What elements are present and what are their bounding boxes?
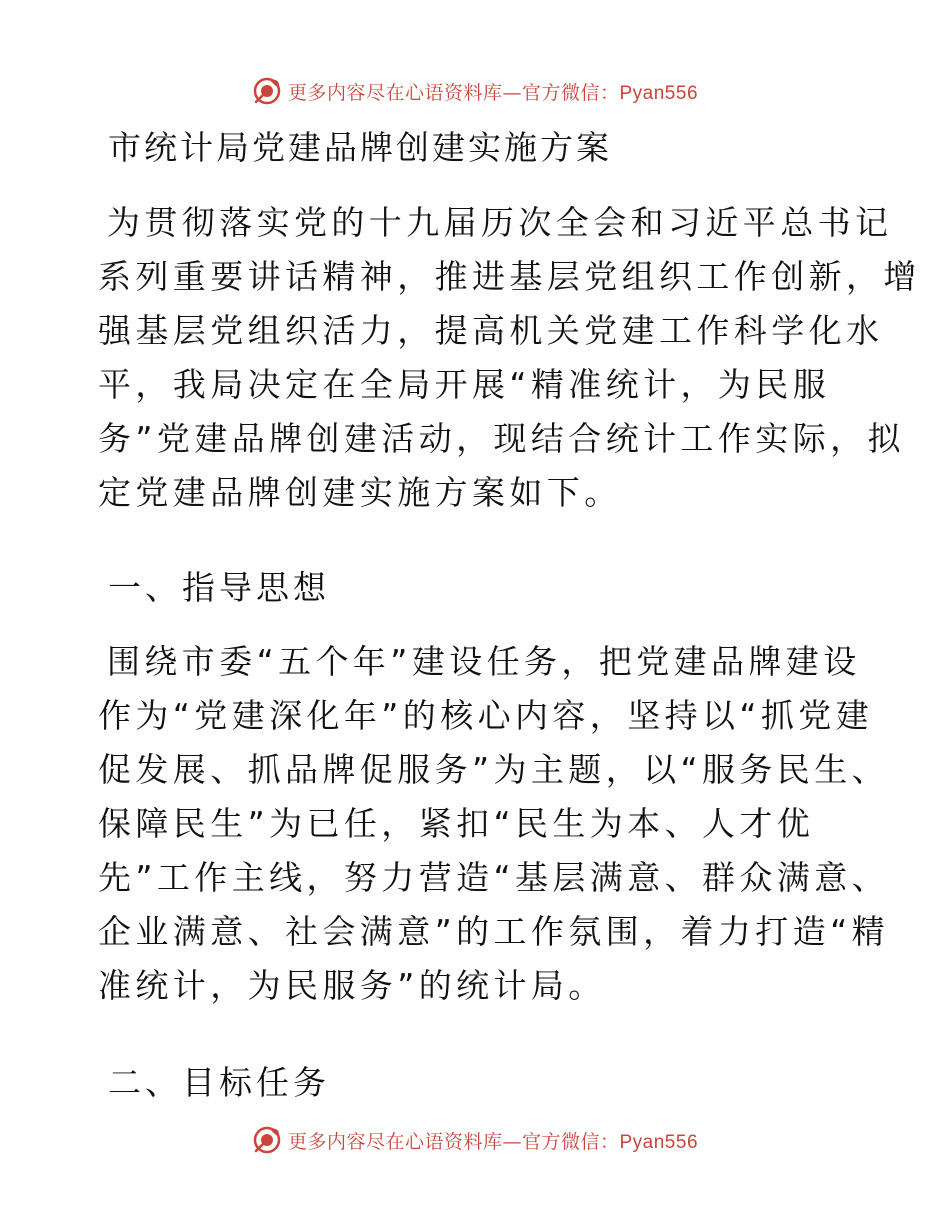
quill-seal-logo-icon: [252, 76, 282, 106]
header-watermark-banner: [0, 71, 950, 111]
watermark-text: 更多内容尽在心语资料库—官方微信：Pyan556: [287, 81, 699, 104]
paragraph-line: 作为“党建深化年”的核心内容，坚持以“抓党建: [98, 696, 874, 735]
watermark-text: 更多内容尽在心语资料库—官方微信：Pyan556: [287, 1130, 699, 1153]
paragraph-line: 准统计，为民服务”的统计局。: [98, 966, 606, 1005]
paragraph-line: 定党建品牌创建实施方案如下。: [98, 473, 622, 512]
intro-paragraph: [98, 196, 921, 520]
section-heading-target-tasks: 二、目标任务: [108, 1063, 330, 1102]
footer-watermark-banner: [0, 1120, 950, 1160]
paragraph-line: 务”党建品牌创建活动，现结合统计工作实际，拟: [98, 419, 905, 458]
paragraph-line: 促发展、抓品牌促服务”为主题，以“服务民生、: [98, 750, 889, 789]
quill-seal-logo-icon: [252, 1125, 282, 1155]
section-heading-guiding-ideology: 一、指导思想: [108, 568, 330, 607]
paragraph-line: 强基层党组织活力，提高机关党建工作科学化水: [98, 311, 884, 350]
document-title: 市统计局党建品牌创建实施方案: [108, 128, 612, 167]
paragraph-line: 系列重要讲话精神，推进基层党组织工作创新，增: [98, 257, 921, 296]
paragraph-line: 平，我局决定在全局开展“精准统计，为民服: [98, 365, 831, 404]
paragraph-line: 为贯彻落实党的十九届历次全会和习近平总书记: [107, 203, 893, 242]
paragraph-line: 保障民生”为已任，紧扣“民生为本、人才优: [98, 804, 815, 843]
guiding-ideology-paragraph: [98, 635, 889, 1013]
paragraph-line: 企业满意、社会满意”的工作氛围，着力打造“精: [98, 912, 889, 951]
paragraph-line: 围绕市委“五个年”建设任务，把党建品牌建设: [107, 642, 861, 681]
paragraph-line: 先”工作主线，努力营造“基层满意、群众满意、: [98, 858, 889, 897]
